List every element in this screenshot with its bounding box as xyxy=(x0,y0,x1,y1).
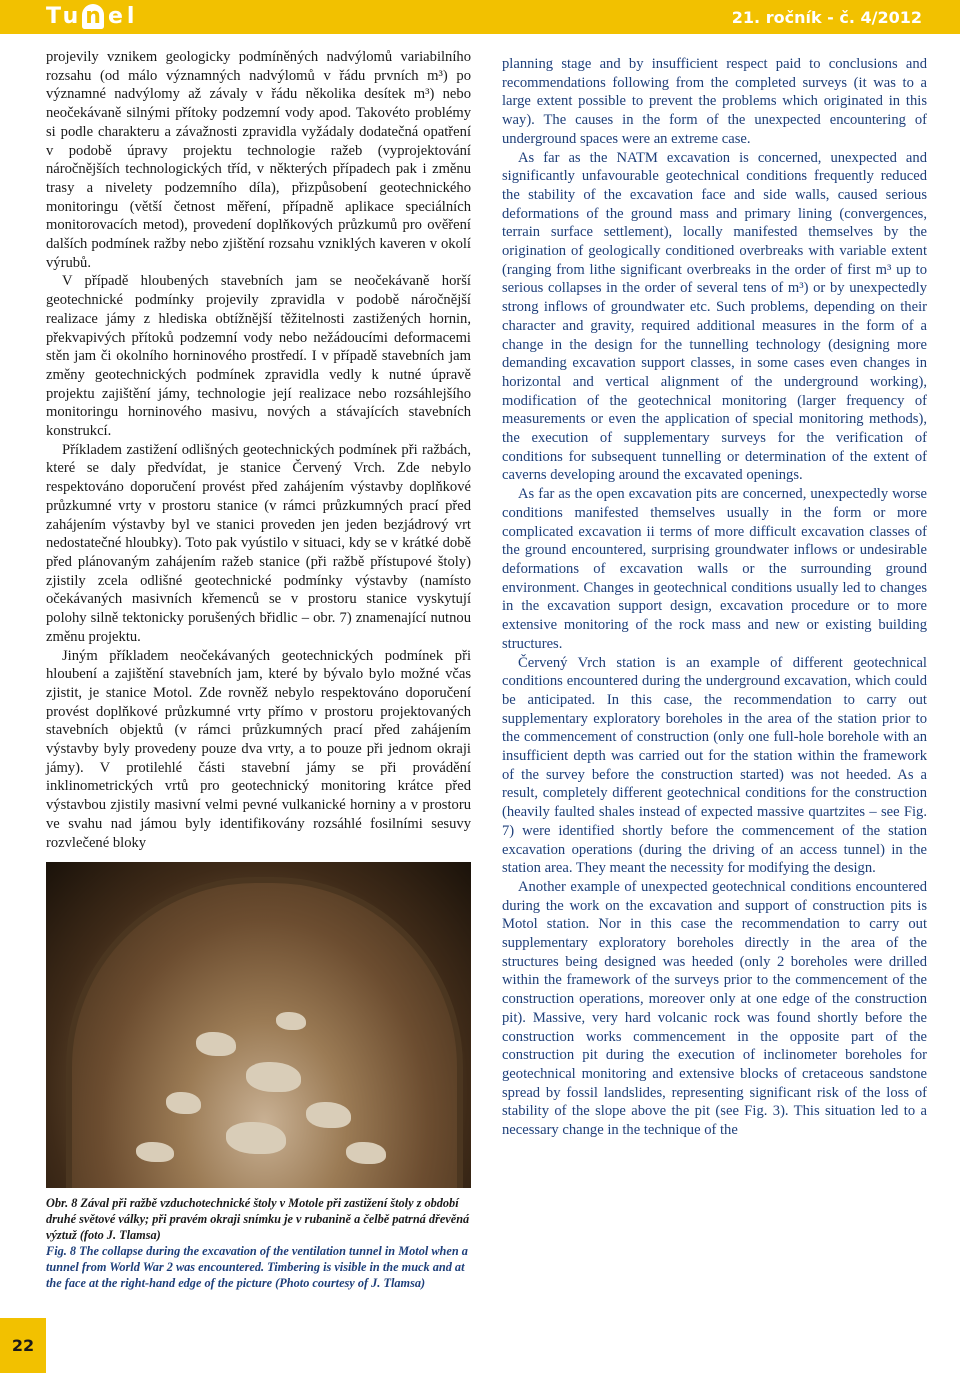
english-text-column xyxy=(502,55,927,1140)
issue-label: 21. ročník - č. 4/2012 xyxy=(731,8,922,27)
paragraph: As far as the open excavation pits are concerned, unexpectedly worse conditions manifested themselves usually in the form or more complicated excavation ii terms of more difficult excavation classes of the ground encountered, surprising groundwater inflows or undesirable deformations of excavation walls or the surrounding ground environment. Changes in geotechnical conditions usually led to changes in the excavation support design, excavation procedure or to more extensive monitoring of the rock mass and new or existing building structures. xyxy=(502,486,927,652)
logo-text-start: Tu xyxy=(46,4,83,29)
logo-text-m: n xyxy=(82,4,104,29)
tunel-logo xyxy=(46,4,138,29)
tunnel-collapse-photo xyxy=(46,862,471,1188)
paragraph: projevily vznikem geologicky podmíněných nadvýlomů variabilního rozsahu (od málo významných nadvýlomů v řádu prvních m³) po významné nadvýlomy až závaly v řádu několika desítek m³) nebo neočekávaně silnými přítoky podzemní vody apod. Takovéto problémy si podle charakteru a závažnosti zpravidla vyžádaly dodatečná opatření v podobě úpravy projektu technologie ražeb (vyprojektování náročnějších technologických tříd, v některých případech pak i změnu trasy a nivelety podzemního díla), přizpůsobení geotechnického monitoringu (větší četnost měření, případně aplikace speciálních monitorovacích metod), provedení doplňkových průzkumů pro ověření dalších podmínek ražby nebo zjištění rozsahu vzniklých kaveren v okolí výrubů. xyxy=(46,49,471,271)
paragraph: Příkladem zastižení odlišných geotechnických podmínek při ražbách, které se daly předvídat, je stanice Červený Vrch. Zde nebylo respektováno doporučení provést před zahájením výstavby doplňkové průzkumné vrty v prostoru stanice (v rámci průzkumných prací před zahájením výstavby byl ve stanici proveden jen jeden bezjádrový vrt nedostatečné hloubky). Toto pak vyústilo v situaci, kdy se v krátké době před plánovaným zahájením ražeb stanice (při ražbě přístupové štoly) zjistily zcela odlišné geotechnické podmínky výstavby (namísto očekávaných masivních křemenců se v prostoru stanice vyskytují polohy silně tektonicky porušených břidlic – obr. 7) znamenající nutnou změnu projektu. xyxy=(46,441,471,645)
rock-fragment xyxy=(246,1062,301,1092)
header-bar xyxy=(0,0,960,34)
paragraph: As far as the NATM excavation is concerned, unexpected and significantly unfavourable geotechnical conditions frequently reduced the stability of the excavation face and side walls, caused serious deformations of the ground mass and primary lining (convergences, terrain surface settlement), locally manifested themselves by the origination of geologically conditioned overbreaks with variable extent (ranging from lithe significant overbreaks in the order of first m³ up to serious collapses in the order of several tens of m³) or by unexpectedly strong inflows of groundwater etc. Such problems, depending on their character and gravity, required additional measures in the form of a change in the design for the tunnelling technology (designing more demanding excavation support classes, in some cases even changes in horizontal and vertical alignment of the underground working), modification of the geotechnical monitoring (larger frequency of measurements or even the application of special monitoring methods), the execution of supplementary surveys for the verification of conditions for subsequent tunnelling or determination of the extent of caverns developing around the excavated openings. xyxy=(502,149,927,484)
caption-english: Fig. 8 The collapse during the excavation of the ventilation tunnel in Motol when a tunnel from World War 2 was encountered. Timbering is visible in the muck and at the face at the right-hand edge of the picture (Photo courtesy of J. Tlamsa) xyxy=(46,1244,468,1290)
paragraph: planning stage and by insufficient respect paid to conclusions and recommendations following from the completed surveys (it was to a large extent possible to prevent the problems which originated in this way). The causes in the form of the unexpected encountering of underground spaces were an extreme case. xyxy=(502,56,927,147)
rock-fragment xyxy=(306,1102,351,1128)
rock-fragment xyxy=(166,1092,201,1114)
page-number: 22 xyxy=(0,1318,46,1373)
rock-fragment xyxy=(196,1032,236,1056)
paragraph: V případě hloubených stavebních jam se neočekávaně horší geotechnické podmínky projevily zpravidla v podobě náročnější realizace jámy z hlediska obtížnější těžitelnosti zastižených hornin, překvapivých přítoků podzemní vody nebo nežádoucími deformacemi stěn jam či okolního horninového prostředí. I v případě stavebních jam změny geotechnických podmínek zpravidla vedly k nutné úpravě projektu zajištění jámy, technologie její realizace nebo rozsáhlejšího monitoringu horninového masivu, nových a stávajících stavebních konstrukcí. xyxy=(46,273,471,440)
figure-caption xyxy=(46,1195,471,1291)
czech-text-column xyxy=(46,48,471,852)
logo-text-end: el xyxy=(107,4,139,29)
paragraph: Another example of unexpected geotechnical conditions encountered during the work on the excavation and support of construction pits is Motol station. Nor in this case the recommendation to carry out supplementary exploratory boreholes directly in the area of the structures being designed was heeded (only 2 boreholes were drilled within the framework of the surveys prior to the commencement of the construction operations, moreover only at one edge of the construction pit). Massive, very hard volcanic rock was found shortly before the construction works commencement in the opposite part of the construction pit during the execution of inclinometer boreholes for geotechnical monitoring and extensive blocks of cretaceous sandstone spread by fossil landslides, representing significant risk of the loss of stability of the slope above the pit (see Fig. 3). This situation led to a necessary change in the technique of the xyxy=(502,878,927,1139)
rock-fragment xyxy=(226,1122,286,1154)
rock-fragment xyxy=(136,1142,174,1162)
paragraph: Červený Vrch station is an example of different geotechnical conditions encountered during the underground excavation, which could be anticipated. In this case, the recommendation to carry out supplementary exploratory boreholes in the area of the station prior to the commencement of construction (only one full-hole borehole with an insufficient depth was carried out for the station within the framework of the survey before the construction started) was not heeded. As a result, completely different geotechnical conditions for the construction (heavily faulted shales instead of expected massive quartzites – see Fig. 7) were identified shortly before the commencement of the station excavation operations (during the driving of an access tunnel) in the station area. They meant the necessity for modifying the design. xyxy=(502,654,927,877)
caption-czech: Obr. 8 Zával při ražbě vzduchotechnické štoly v Motole při zastižení štoly z období druhé světové války; při pravém okraji snímku je v rubanině a čelbě patrná dřevěná výztuž (foto J. Tlamsa) xyxy=(46,1196,470,1242)
rock-fragment xyxy=(276,1012,306,1030)
paragraph: Jiným příkladem neočekávaných geotechnických podmínek při hloubení a zajištění stavebních jam, které by bývalo bylo možné včas zjistit, je stanice Motol. Zde rovněž nebylo respektováno doporučení provést doplňkové průzkumné vrty přímo v prostoru projektovaných stavebních objektů (v rámci průzkumných prací před zahájením výstavby byly provedeny pouze dva vrty, a to pouze při jednom okraji jámy). V protilehlé části stavební jámy se při provádění inklinometrických vrtů pro geotechnický monitoring krátce před výstavbou zjistily masivní velmi pevné vulkanické horniny a v prostoru ve svahu nad jámou byly identifikovány rozsáhlé fosilními sesuvy rozvlečené bloky xyxy=(46,647,471,851)
rock-fragment xyxy=(346,1142,386,1164)
